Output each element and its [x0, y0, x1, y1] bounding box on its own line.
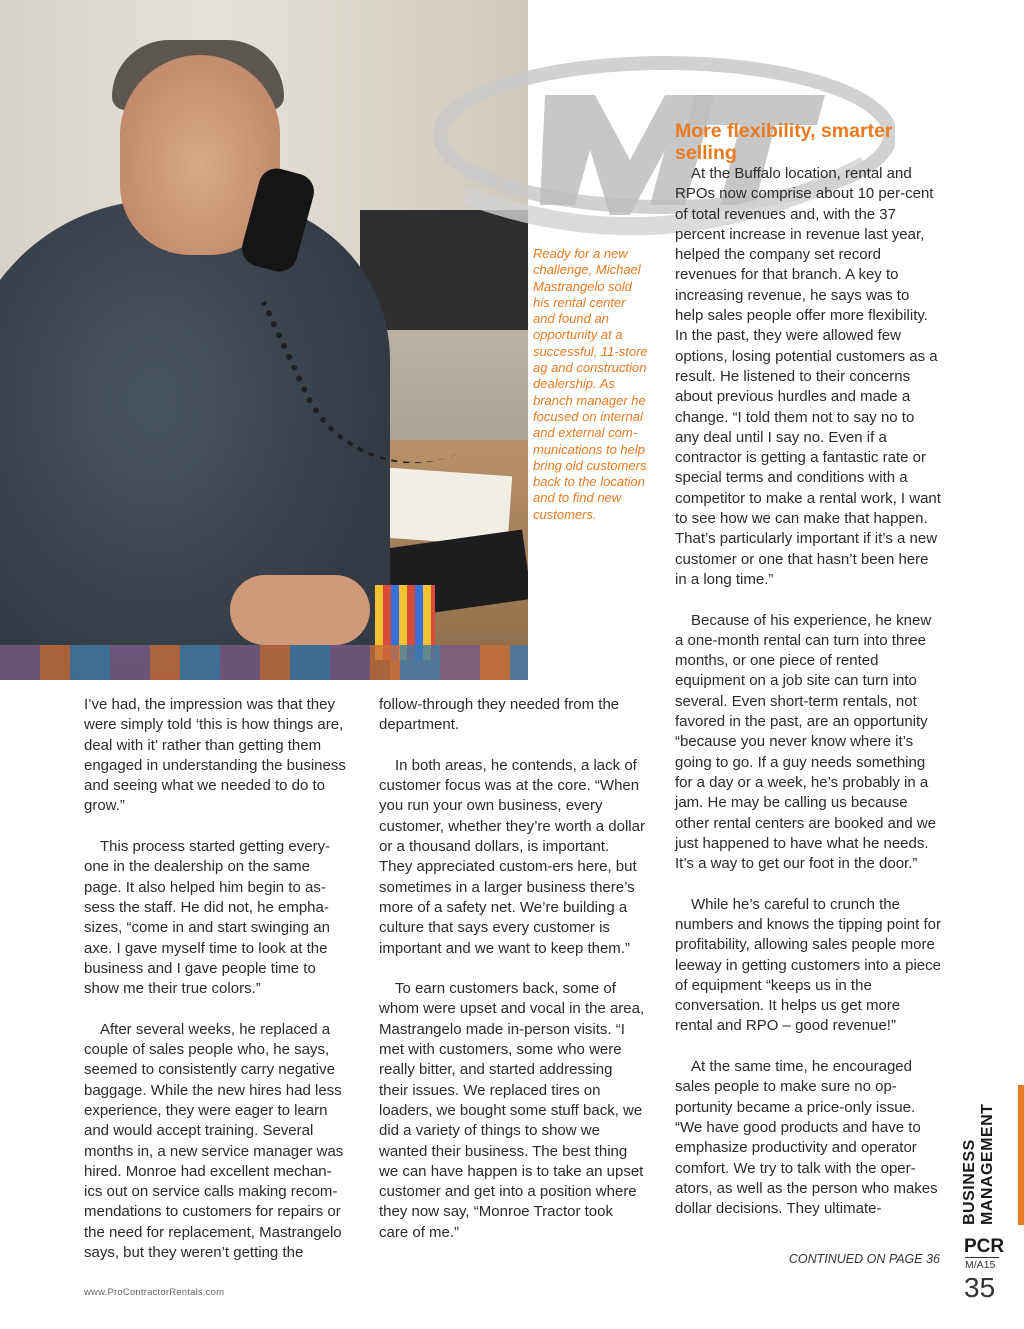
section-label-line-2: MANAGEMENT	[979, 1103, 996, 1225]
folio-divider	[965, 1257, 999, 1258]
paragraph: After several weeks, he replaced a couple of sales people who, he says, seemed to consistently carry negative baggage. While the new hires had less experience, they were eager to learn and would accept training. Several months in, a new service manager was hired. Monroe had excellent mechan-ics out on service calls making recom-mendations to customers for repairs or the need for replacement, Mastrangelo says, but they weren’t getting the	[84, 1020, 344, 1262]
paragraph: This process started getting every-one in the dealership on the same page. It also helped him begin to as-sess the staff. He did not, he empha-sizes, “come in and start swinging an axe. I gave myself time to look at the business and I gave people time to show me their true colors.”	[84, 838, 331, 998]
magazine-name: PCR	[964, 1236, 1005, 1257]
section-heading: More flexibility, smarter selling	[675, 120, 893, 164]
paragraph: follow-through they needed from the department.	[379, 696, 620, 734]
paragraph: At the same time, he encouraged sales people to make sure no op-portunity became a price-only issue. “We have good products and have to emphasize productivity and operator comfort. We try to talk with the oper-ators, as well as the person who makes dollar decisions. They ultimate-	[675, 1058, 938, 1218]
paragraph: To earn customers back, some of whom were upset and vocal in the area, Mastrangelo made in-person visits. “I met with customers, some who were really bitter, and started addressing their issues. We replaced tires on loaders, we bought some stuff back, we did a variety of things to show we wanted their business. The best thing we can have happen is to take an upset customer and get into a position where they now say, “Monroe Tractor took care of me.”	[379, 980, 645, 1241]
section-label-line-1: BUSINESS	[961, 1139, 978, 1225]
article-column-3	[675, 164, 941, 1240]
issue-label: M/A15	[965, 1259, 996, 1271]
paragraph: At the Buffalo location, rental and RPOs now comprise about 10 per-cent of total revenues and, with the 37 percent increase in revenue last year, helped the company set record revenues for that branch. A key to increasing revenue, he says was to help sales people offer more flexibility. In the past, they were allowed few options, losing potential customers as a result. He listened to their concerns about previous hurdles and made a change. “I told them not to say no to any deal until I say no. Even if a contractor is getting a fantastic rate or special terms and conditions with a competitor to make a rental work, I want to see how we can make that happen. That’s particularly important if it’s a new customer or one that hasn’t been here in a long time.”	[675, 165, 941, 588]
continued-note: CONTINUED ON PAGE 36	[788, 1252, 940, 1266]
article-column-1	[84, 695, 349, 1284]
paragraph: While he’s careful to crunch the numbers and knows the tipping point for profitability, allowing sales people more leeway in getting customers into a piece of equipment “keeps us in the conversation. It helps us get more rental and RPO – good revenue!”	[675, 895, 941, 1035]
photo-desk-mat	[0, 645, 528, 680]
photo-hand	[230, 575, 370, 645]
section-accent-bar	[1018, 1085, 1024, 1225]
page-number: 35	[964, 1272, 996, 1303]
paragraph: I’ve had, the impression was that they were simply told ‘this is how things are, deal with it’ rather than getting them engaged in understanding the business and seeing what we needed to do to grow.”	[84, 696, 346, 815]
section-label	[961, 1104, 997, 1225]
paragraph: In both areas, he contends, a lack of customer focus was at the core. “When you run your own business, every customer, whether they’re worth a dollar or a thousand dollars, is important. They appreciated custom-ers here, but sometimes in a larger business there’s more of a safety net. We’re building a culture that says every customer is important and we want to keep them.”	[379, 756, 645, 957]
article-column-2	[379, 695, 645, 1263]
paragraph: Because of his experience, he knew a one-month rental can turn into three months, or one piece of rented equipment on a job site can turn into several. Even short-term rentals, not favored in the past, are an opportunity “because you never know where it’s going to go. If a guy needs something for a day or a week, he’s probably in a jam. He may be calling us because other rental centers are booked and we just happened to have what he needs. It’s a way to get our foot in the door.”	[675, 611, 936, 873]
photo-caption: Ready for a new challenge, Michael Mastrangelo sold his rental center and found an opportunity at a successful, 11-store ag and construction dealership. As branch manager he focused on internal and external com-munications to help bring old customers back to the location and to find new customers.	[533, 246, 648, 522]
footer-url: www.ProContractorRentals.com	[84, 1287, 225, 1298]
